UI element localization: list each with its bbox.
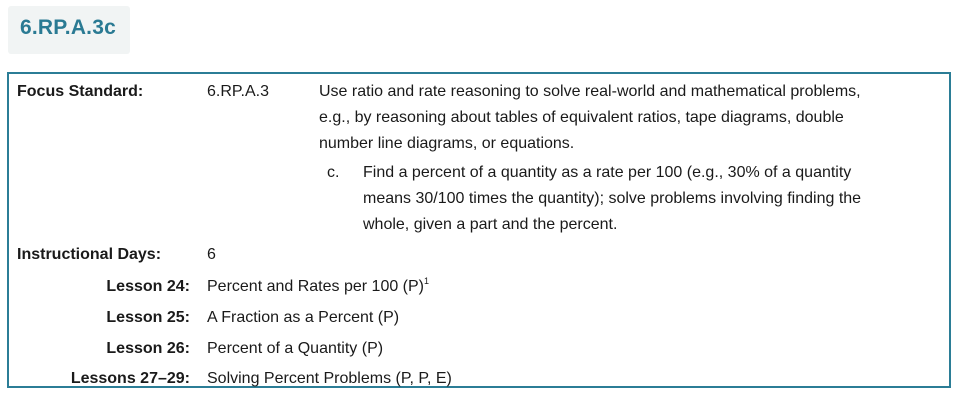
standard-title: 6.RP.A.3c bbox=[20, 16, 116, 39]
sub-standard-line-1: Find a percent of a quantity as a rate per 100 (e.g., 30% of a quantity bbox=[363, 164, 852, 181]
standard-description-line-2: e.g., by reasoning about tables of equivalent ratios, tape diagrams, double bbox=[319, 109, 844, 126]
focus-standard-code: 6.RP.A.3 bbox=[207, 83, 269, 100]
lesson-title-text: Percent and Rates per 100 (P) bbox=[207, 278, 425, 295]
focus-standard-label: Focus Standard: bbox=[17, 83, 144, 100]
lesson-title: Percent of a Quantity (P) bbox=[207, 340, 384, 357]
standard-description-line-3: number line diagrams, or equations. bbox=[319, 135, 575, 152]
instructional-days-value: 6 bbox=[207, 246, 216, 263]
sub-standard-line-2: means 30/100 times the quantity); solve problems involving finding the bbox=[363, 190, 862, 207]
lesson-label: Lesson 24: bbox=[106, 278, 190, 295]
footnote-marker: 1 bbox=[424, 276, 430, 286]
instructional-days-label: Instructional Days: bbox=[17, 246, 162, 263]
lesson-label: Lesson 25: bbox=[106, 309, 190, 326]
standard-description-line-1: Use ratio and rate reasoning to solve real-world and mathematical problems, bbox=[319, 83, 861, 100]
lesson-label: Lesson 26: bbox=[106, 340, 190, 357]
sub-standard-marker: c. bbox=[327, 164, 340, 181]
sub-standard-line-3: whole, given a part and the percent. bbox=[363, 216, 618, 233]
lesson-title: Solving Percent Problems (P, P, E) bbox=[207, 370, 452, 387]
lesson-title bbox=[207, 277, 429, 297]
lesson-title: A Fraction as a Percent (P) bbox=[207, 309, 400, 326]
lesson-label: Lessons 27–29: bbox=[70, 370, 190, 387]
